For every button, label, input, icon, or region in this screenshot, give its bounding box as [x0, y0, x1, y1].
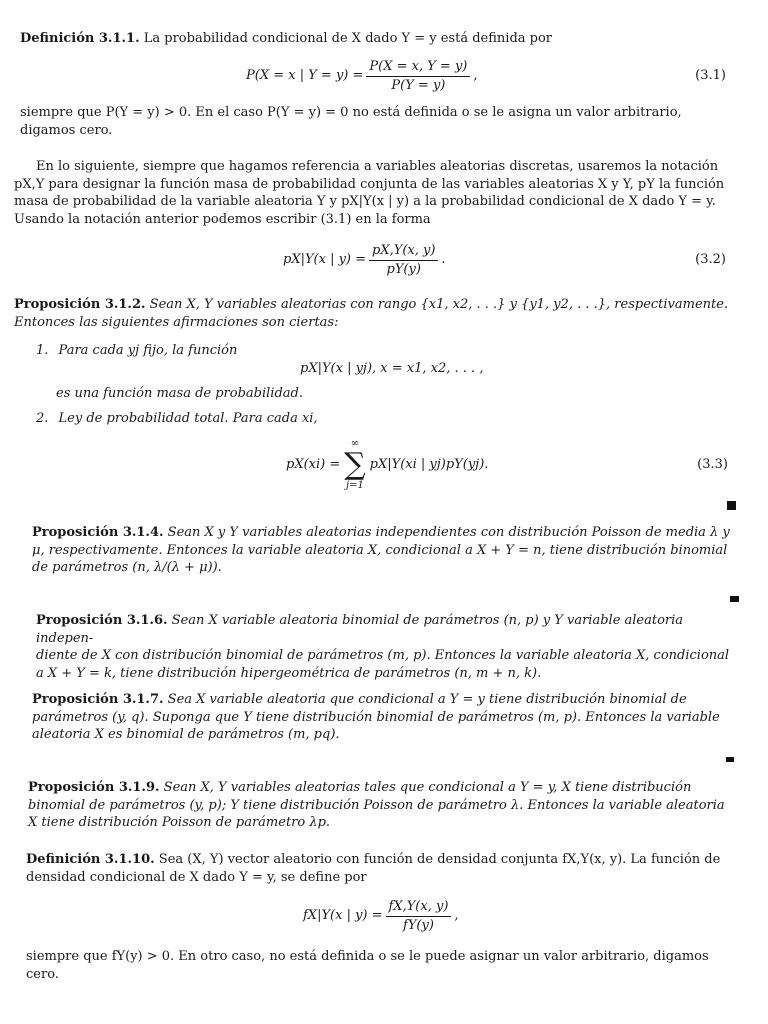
- equation-3-1: [0, 58, 768, 94]
- list-item-continuation: [56, 385, 303, 403]
- fraction-denominator: pY(y): [386, 261, 421, 277]
- text-line: masa de probabilidad de la variable aleatoria Y y pX|Y(x | y) a la probabilidad condicional de X dado Y = y.: [14, 194, 716, 209]
- text-line: aleatoria X es binomial de parámetros (m, pq).: [32, 727, 340, 742]
- list-item-text: Ley de probabilidad total. Para cada xi,: [58, 411, 318, 426]
- fraction-denominator: fY(y): [403, 917, 434, 933]
- text-line: digamos cero.: [20, 122, 113, 138]
- summation: [344, 438, 365, 492]
- equation-conditional-density: [0, 898, 768, 934]
- text-line: Usando la notación anterior podemos escribir (3.1) en la forma: [14, 211, 431, 227]
- definition-label: Definición 3.1.1.: [20, 31, 140, 46]
- text-line: a X + Y = k, tiene distribución hipergeométrica de parámetros (n, m + n, k).: [36, 665, 542, 681]
- text-line: Sea X variable aleatoria que condicional a Y = y tiene distribución binomial de: [167, 692, 687, 707]
- proposition-label: Proposición 3.1.4.: [32, 525, 164, 540]
- proposition-3-1-9: [28, 779, 744, 832]
- proposition-3-1-2: [14, 296, 754, 331]
- text-line: Sean X variable aleatoria binomial de parámetros (n, p) y Y variable aleatoria indepen-: [36, 613, 684, 646]
- qed-square: [727, 501, 736, 510]
- proposition-label: Proposición 3.1.9.: [28, 780, 160, 795]
- equation-tag: (3.2): [695, 252, 726, 267]
- equation-lhs: fX|Y(x | y) =: [303, 908, 383, 924]
- proposition-label: Proposición 3.1.7.: [32, 692, 164, 707]
- text-line: Sean X, Y variables aleatorias con rango {x1, x2, . . .} y {y1, y2, . . .}, respectivamente.: [149, 297, 729, 312]
- text-line: En lo siguiente, siempre que hagamos referencia a variables aleatorias discretas, usaremos la notación: [36, 159, 719, 174]
- summation-upper: ∞: [350, 438, 360, 449]
- definition-3-1-10-after: [26, 948, 754, 983]
- text-line: diente de X con distribución binomial de parámetros (m, p). Entonces la variable aleatoria X, condicional: [36, 648, 730, 663]
- equation-3-2: [0, 242, 768, 278]
- notation-paragraph: [14, 158, 754, 228]
- proposition-3-1-6: [36, 612, 744, 682]
- proposition-label: Proposición 3.1.2.: [14, 297, 146, 312]
- equation-punct: .: [441, 252, 446, 268]
- text-line: siempre que fY(y) > 0. En otro caso, no está definida o se le puede asignar un valor arbitrario, digamos: [26, 949, 709, 964]
- qed-square: [730, 596, 739, 602]
- text-line: densidad condicional de X dado Y = y, se define por: [26, 869, 367, 885]
- equation-tag: (3.1): [695, 68, 726, 83]
- fraction-numerator: P(X = x, Y = y): [366, 59, 470, 77]
- summation-lower: j=1: [346, 480, 364, 491]
- equation-tag: (3.3): [697, 457, 728, 472]
- proposition-3-1-4: [32, 524, 744, 577]
- list-item: [36, 342, 237, 360]
- definition-text: La probabilidad condicional de X dado Y = y está definida por: [143, 31, 553, 46]
- equation-3-3: [0, 440, 768, 490]
- definition-3-1-1: [20, 30, 750, 48]
- list-item-text: Para cada yj fijo, la función: [58, 343, 238, 358]
- equation-fraction: [366, 59, 470, 94]
- list-item: [36, 410, 318, 428]
- text-line: siempre que P(Y = y) > 0. En el caso P(Y = y) = 0 no está definida o se le asigna un valor arbitrario,: [20, 105, 682, 120]
- text-line: Sean X y Y variables aleatorias independientes con distribución Poisson de media λ y: [167, 525, 730, 540]
- equation-lhs: P(X = x | Y = y) =: [246, 68, 364, 84]
- definition-label: Definición 3.1.10.: [26, 852, 155, 867]
- text-line: pX,Y para designar la función masa de probabilidad conjunta de las variables aleatorias X y Y, pY la función: [14, 176, 725, 192]
- equation-punct: ,: [454, 908, 459, 924]
- list-item-equation: [300, 360, 483, 378]
- equation-fraction: [386, 899, 452, 934]
- text-line: μ, respectivamente. Entonces la variable aleatoria X, condicional a X + Y = n, tiene distribución binomial: [32, 542, 728, 558]
- definition-3-1-10: [26, 851, 754, 886]
- fraction-numerator: fX,Y(x, y): [386, 899, 452, 917]
- list-marker: 2.: [36, 411, 49, 426]
- proposition-label: Proposición 3.1.6.: [36, 613, 168, 628]
- equation-punct: ,: [473, 68, 478, 84]
- fraction-numerator: pX,Y(x, y): [369, 243, 438, 261]
- equation-lhs: pX(xi) =: [286, 457, 341, 473]
- text-line: X tiene distribución Poisson de parámetro λp.: [28, 815, 331, 830]
- text-line: Sean X, Y variables aleatorias tales que condicional a Y = y, X tiene distribución: [163, 780, 692, 795]
- text-line: Sea (X, Y) vector aleatorio con función de densidad conjunta fX,Y(x, y). La función de: [158, 852, 721, 867]
- equation-fraction: [369, 243, 438, 278]
- text-line: de parámetros (n, λ/(λ + μ)).: [32, 560, 222, 575]
- qed-square: [726, 757, 734, 762]
- fraction-denominator: P(Y = y): [391, 77, 446, 93]
- text-line: binomial de parámetros (y, p); Y tiene distribución Poisson de parámetro λ. Entonces la variable aleatoria: [28, 797, 725, 813]
- list-marker: 1.: [36, 343, 49, 358]
- definition-3-1-1-after: [20, 104, 750, 139]
- text-line: es una función masa de probabilidad.: [56, 386, 303, 401]
- proposition-3-1-7: [32, 691, 744, 744]
- equation-body: pX|Y(x | yj), x = x1, x2, . . . ,: [300, 361, 484, 376]
- text-line: Entonces las siguientes afirmaciones son ciertas:: [14, 314, 339, 330]
- text-line: parámetros (y, q). Suponga que Y tiene distribución binomial de parámetros (m, p). Entonces la variable: [32, 709, 720, 725]
- equation-lhs: pX|Y(x | y) =: [283, 252, 367, 268]
- text-line: cero.: [26, 966, 59, 982]
- equation-rhs: pX|Y(xi | yj)pY(yj).: [369, 457, 489, 473]
- summation-symbol: ∑: [344, 447, 366, 482]
